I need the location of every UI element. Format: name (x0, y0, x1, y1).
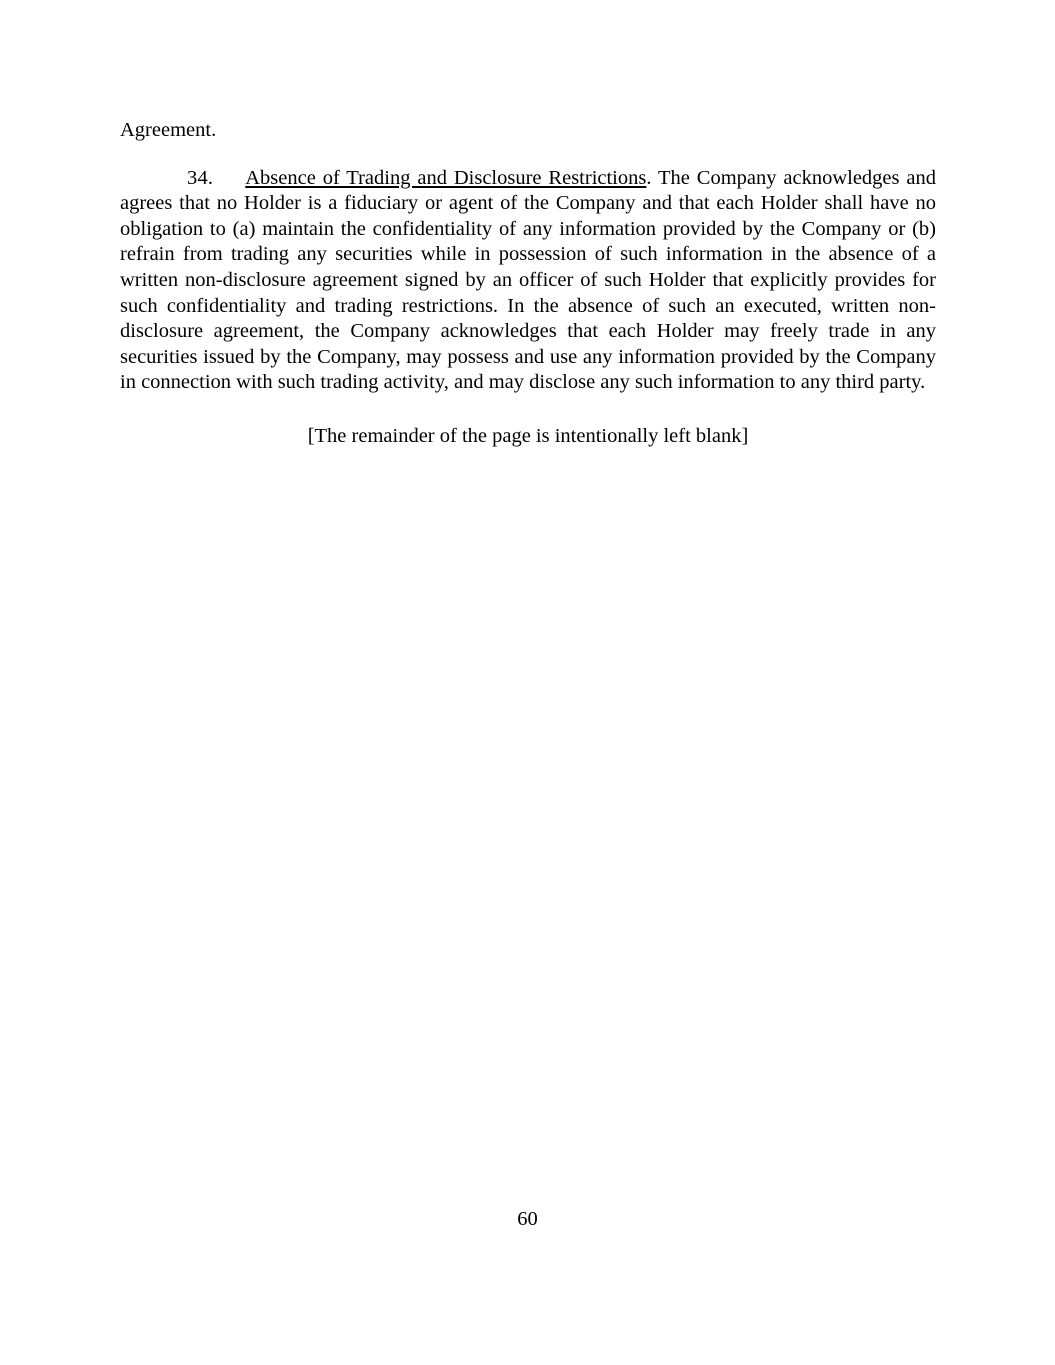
clause-34-paragraph (120, 166, 936, 396)
continued-paragraph: Agreement. (120, 119, 217, 141)
page-number: 60 (517, 1208, 538, 1230)
clause-number: 34. (187, 166, 214, 189)
clause-body: . The Company acknowledges and agrees that no Holder is a fiduciary or agent of the Company and that each Holder shall have no obligation to (a) maintain the confidentiality of any information provided by the Company or (b) refrain from trading any securities while in possession of such information in the absence of a written non-disclosure agreement signed by an officer of such Holder that explicitly provides for such confidentiality and trading restrictions. In the absence of such an executed, written non-disclosure agreement, the Company acknowledges that each Holder may freely trade in any securities issued by the Company, may possess and use any information provided by the Company in connection with such trading activity, and may disclose any such information to any third party. (120, 166, 936, 394)
remainder-of-page-note: [The remainder of the page is intentionally left blank] (307, 424, 749, 447)
page-content (120, 118, 936, 470)
clause-title: Absence of Trading and Disclosure Restrictions (245, 166, 647, 189)
